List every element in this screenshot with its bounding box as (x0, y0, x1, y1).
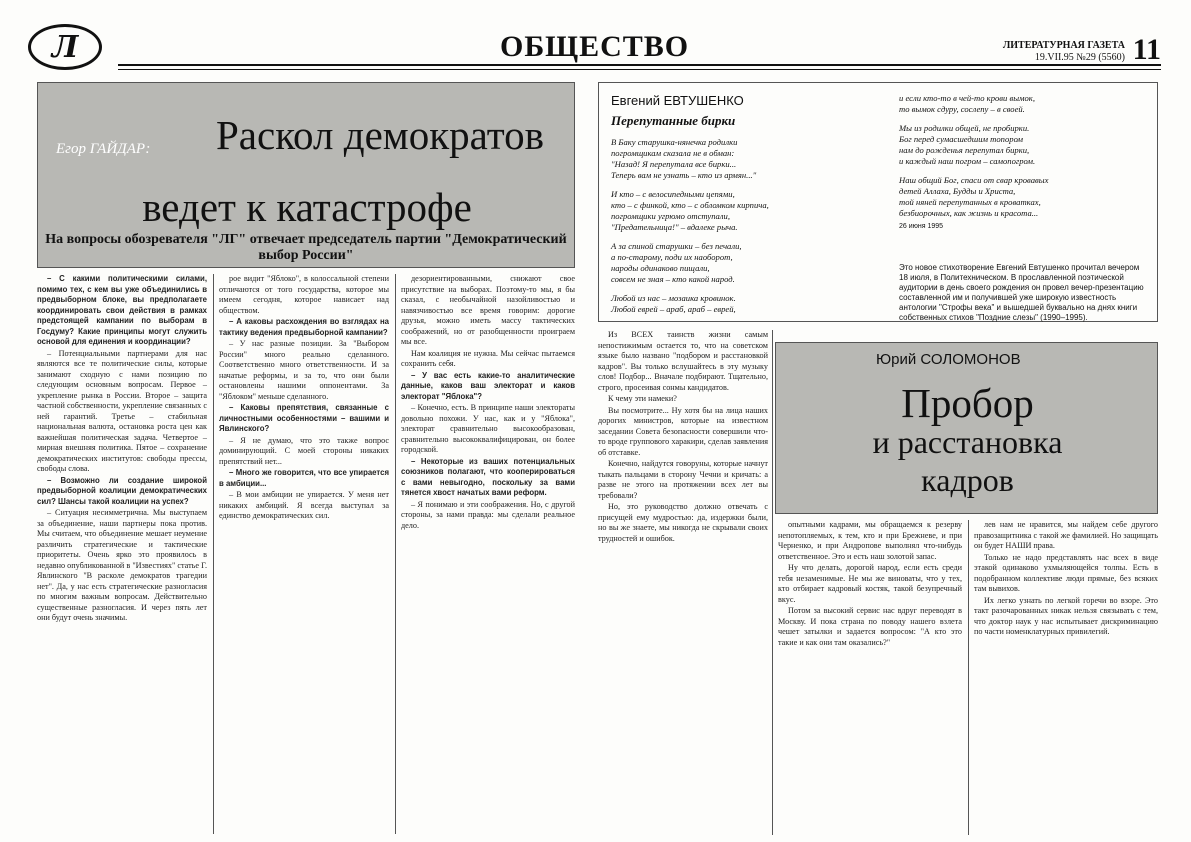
gaidar-headline-line-1: Раскол демократов (216, 112, 544, 158)
poem-line: В Баку старушка-нянечка родилки (611, 137, 738, 147)
poem-line: то вымок сдуру, сослепу – в своей. (899, 104, 1025, 114)
masthead-rule-thin (118, 69, 1161, 70)
paper-title: ЛИТЕРАТУРНАЯ ГАЗЕТА (1002, 40, 1125, 51)
article-paragraph: Но, это руководство должно отвечать с присущей ему мудростью: да, издержки были, но вы же знаете, мы никогда не скрывали своих трудностей и ошибок. (598, 502, 768, 543)
article-paragraph: дезориентированными, снижают свое присутствие на выборах. Поэтому-то мы, я бы сказал, с необычайной назойливостью и навязчивостью все время говорим: дорогие друзья, можно иметь массу тактических соображений, но от разобщенности проиграем мы все. (401, 274, 575, 346)
interview-question: – А каковы расхождения во взглядах на тактику ведения предвыборной кампании? (219, 317, 389, 337)
poem-column-2 (899, 93, 1149, 230)
article-paragraph: – Я понимаю и эти соображения. Но, с другой стороны, за нами правда: мы сделали реальное дело. (401, 499, 575, 530)
poem-line: "Назад! Я перепутала все бирки... (611, 159, 737, 169)
poem-line: Бог перед сумасшедшим топором (899, 134, 1024, 144)
article-paragraph: лев нам не нравится, мы найдем себе другого правозащитника с такой же фамилией. Но защищать он будет НАШИ права. (974, 520, 1158, 550)
article-paragraph: Их легко узнать по легкой горечи во взоре. Это такт разочарованных никак нельзя связывать с тем, что доктор наук у нас испытывает дискриминацию по части номенклатурных привилегий. (974, 595, 1158, 636)
poem-line: и каждый наш погром – самопогром. (899, 156, 1036, 166)
poem-line: совсем не зная – кто какой народ. (611, 274, 735, 284)
poem-line: а по-старому, поди их наоборот, (611, 252, 733, 262)
poem-line: "Предательница!" – вдалеке рыча. (611, 222, 738, 232)
article-paragraph: Ну что делать, дорогой народ, если есть среди тебя незаменимые. Не мы же виноваты, что у тех, кто отбирает кадровый костяк, такой безупречный вкус. (778, 563, 962, 604)
column-divider (213, 274, 214, 834)
solomonov-column-1 (598, 330, 768, 835)
poem-author: Евгений ЕВТУШЕНКО (611, 93, 744, 108)
poem-column-1 (611, 137, 871, 323)
poem-line: детей Аллаха, Будды и Христа, (899, 186, 1016, 196)
gaidar-headline-line-2: ведет к катастрофе (142, 184, 472, 230)
article-paragraph: – Потенциальными партнерами для нас являются все те политические силы, которые занимают сходную с нами позицию по следующим основным вопросам. Первое – укрепление рынка в России. Второе – защита частной собственности, укрепление связанных с ней гарантий. Третье – стабильная национальная валюта, остановка роста цен как важнейшая политическая задача. Четвертое – мирная внешняя политика. Пятое – сохранение демократических институтов: свободы прессы, свободы слова. (37, 348, 207, 473)
poem-line: безбиорочных, как жизнь и красота... (899, 208, 1039, 218)
article-paragraph: К чему эти намеки? (608, 394, 677, 403)
poem-line: народы одинаково пищали, (611, 263, 710, 273)
interview-question: – Возможно ли создание широкой предвыборной коалиции демократических сил? Шансы такой коалиции на успех? (37, 475, 207, 506)
poem-line: А за спиной старушки – без печали, (611, 241, 742, 251)
interview-question: – Каковы препятствия, связанные с личностными особенностями – вашими и Явлинского? (219, 403, 389, 433)
article-paragraph: Из ВСЕХ таинств жизни самым непостижимым остается то, что на советском языке было названо "подбором и расстановкой кадров". Вы только вслушайтесь в эту музыку слов! Подбор... Вначале подбирают. Тщательно, строго, просеивая сонмы кандидатов. (598, 330, 768, 392)
article-paragraph: рое видит "Яблоко", в колоссальной степени отличаются от того государства, которое мы имеем сегодня, которое нависает над обществом. (219, 274, 389, 315)
article-paragraph: Потом за высокий сервис нас вдруг переводят в Москву. И пока страна по поводу нашего взлета чешет затылки и задается вопросом: "А кто это такие и как они там оказались?" (778, 606, 962, 647)
gaidar-column-3 (401, 274, 575, 834)
solomonov-headline-box (775, 342, 1158, 514)
article-paragraph: – Ситуация несимметрична. Мы выступаем за объединение, наши партнеры пока против. Мы считаем, что объединение мешает неумение различить стратегические и тактические приоритеты. Очень ярко это проявилось в недавно опубликованной в "Известиях" статье Г. Явлинского "В расколе демократов трагедии нет". Да, у нас есть стратегические разногласия по многим важным вопросам. Действительно существенные разногласия. И через пять лет они будут очень значимы. (37, 508, 207, 622)
article-paragraph: опытными кадрами, мы обращаемся к резерву непотопляемых, к тем, кто и при Брежневе, и при Черненко, и при Андропове выполнял что-нибудь ответственное. Это и есть наш золотой запас. (778, 520, 962, 561)
poem-note: Это новое стихотворение Евгений Евтушенко прочитал вечером 18 июля, в Политехническом. В прославленной поэтической аудитории в день своего рождения он провел вечер-презентацию составленной им и получившей уже широкую известность антологии "Строфы века" и вышедшей буквально на днях книги собственных стихов "Поздние слезы" (1990–1995). (899, 263, 1144, 322)
interview-question: – С какими политическими силами, помимо тех, с кем вы уже объединились в предвыборном блоке, вы предполагаете координировать свои действия в рамках предстоящей кампании по выборам в Госдуму? Какие принципы могут служить основой для единения и координации? (37, 274, 207, 346)
solomonov-headline-line-3: кадров (921, 462, 1014, 498)
column-divider (968, 520, 969, 835)
gaidar-column-2 (219, 274, 389, 834)
poem-line: И кто – с велосипедными цепями, (611, 189, 735, 199)
column-divider (772, 330, 773, 835)
poem-line: погромщики угрюмо отступали, (611, 211, 730, 221)
article-paragraph: – В мои амбиции не упирается. У меня нет никаких амбиций. Я всегда выступал за единство демократических сил. (219, 490, 389, 520)
poem-line: Мы из родилки общей, не пробирки. (899, 123, 1030, 133)
issue-info: 19.VII.95 №29 (5560) (1034, 52, 1125, 63)
gaidar-author: Егор ГАЙДАР: (56, 141, 151, 157)
article-paragraph: – Я не думаю, что это также вопрос доминирующий. С моей стороны никаких препятствий нет... (219, 435, 389, 466)
solomonov-column-3 (974, 520, 1158, 835)
masthead-rule (118, 64, 1161, 66)
article-paragraph: – У нас разные позиции. За "Выбором России" много реально сделанного. Соответственно много ответственности. И за начатые реформы, и за то, что они были остановлены нашими оппонентами. За "Яблоком" меньше сделанного. (219, 339, 389, 401)
poem-line: погромщикам сказала не в обман: (611, 148, 735, 158)
poem-line: Теперь вам не узнать – кто из армян..." (611, 170, 757, 180)
article-paragraph: – Конечно, есть. В принципе наши электораты довольно похожи. У нас, как и у "Яблока", электорат сравнительно высокообразован, сравнительно высококвалифицирован, он более городской. (401, 403, 575, 454)
interview-question: – Много же говорится, что все упирается в амбиции... (219, 468, 389, 488)
article-paragraph: Вы посмотрите... Ну хотя бы на лица наших дорогих министров, которые на известном заседании Совета безопасности совершили что-то вроде группового харакири, сделав заявления об отставке. (598, 405, 768, 457)
newspaper-logo: Л (28, 24, 102, 70)
poem-stanza (899, 93, 1149, 115)
solomonov-headline-line-1: Пробор (901, 380, 1034, 426)
section-title: ОБЩЕСТВО (500, 30, 690, 63)
poem-stanza (611, 137, 871, 181)
column-divider (395, 274, 396, 834)
gaidar-column-1 (37, 274, 207, 834)
poem-stanza (899, 123, 1149, 167)
interview-question: – Некоторые из ваших потенциальных союзников полагают, что кооперироваться с вами невыгодно, поскольку за вами тянется хвост начатых вами реформ. (401, 456, 575, 497)
solomonov-author: Юрий СОЛОМОНОВ (876, 351, 1021, 368)
solomonov-headline-line-2: и расстановка (872, 424, 1063, 460)
poem-line: нам до рожденья перепутал бирки, (899, 145, 1030, 155)
poem-stanza (611, 241, 871, 285)
poem-line: той няней перепутанных в кроватках, (899, 197, 1041, 207)
poem-date: 26 июня 1995 (899, 223, 944, 230)
poem-box (598, 82, 1158, 322)
interview-question: – У вас есть какие-то аналитические данные, каков ваш электорат и каков электорат "Яблока"? (401, 370, 575, 401)
poem-stanza (611, 189, 871, 233)
gaidar-subheading: На вопросы обозревателя "ЛГ" отвечает председатель партии "Демократический выбор России" (45, 232, 567, 263)
poem-line: Наш общий Бог, спаси от свар кровавых (899, 175, 1049, 185)
poem-line: Любой еврей – араб, араб – еврей, (611, 304, 736, 314)
poem-line: кто – с финкой, кто – с обломком кирпича, (611, 200, 769, 210)
solomonov-column-2 (778, 520, 962, 835)
paper-name (1003, 40, 1125, 64)
poem-line: и если кто-то в чей-то крови вымок, (899, 93, 1035, 103)
article-paragraph: Только не надо представлять нас всех в виде этакой одинаково ухмыляющейся толпы. Есть в подобранном коллективе люди прямые, без всяких там вывихов. (974, 552, 1158, 593)
poem-stanza (899, 175, 1149, 219)
poem-line: Любой из нас – мозаика кровинок. (611, 293, 736, 303)
article-paragraph: Нам коалиция не нужна. Мы сейчас пытаемся сохранить себя. (401, 348, 575, 368)
page-number: 11 (1132, 33, 1161, 66)
article-paragraph: Конечно, найдутся говоруны, которые начнут тыкать пальцами в сторону Чечни и кричать: а разве не этого на протяжении всех лет вы требовали? (598, 459, 768, 500)
poem-stanza (611, 293, 871, 315)
poem-title: Перепутанные бирки (611, 113, 736, 128)
